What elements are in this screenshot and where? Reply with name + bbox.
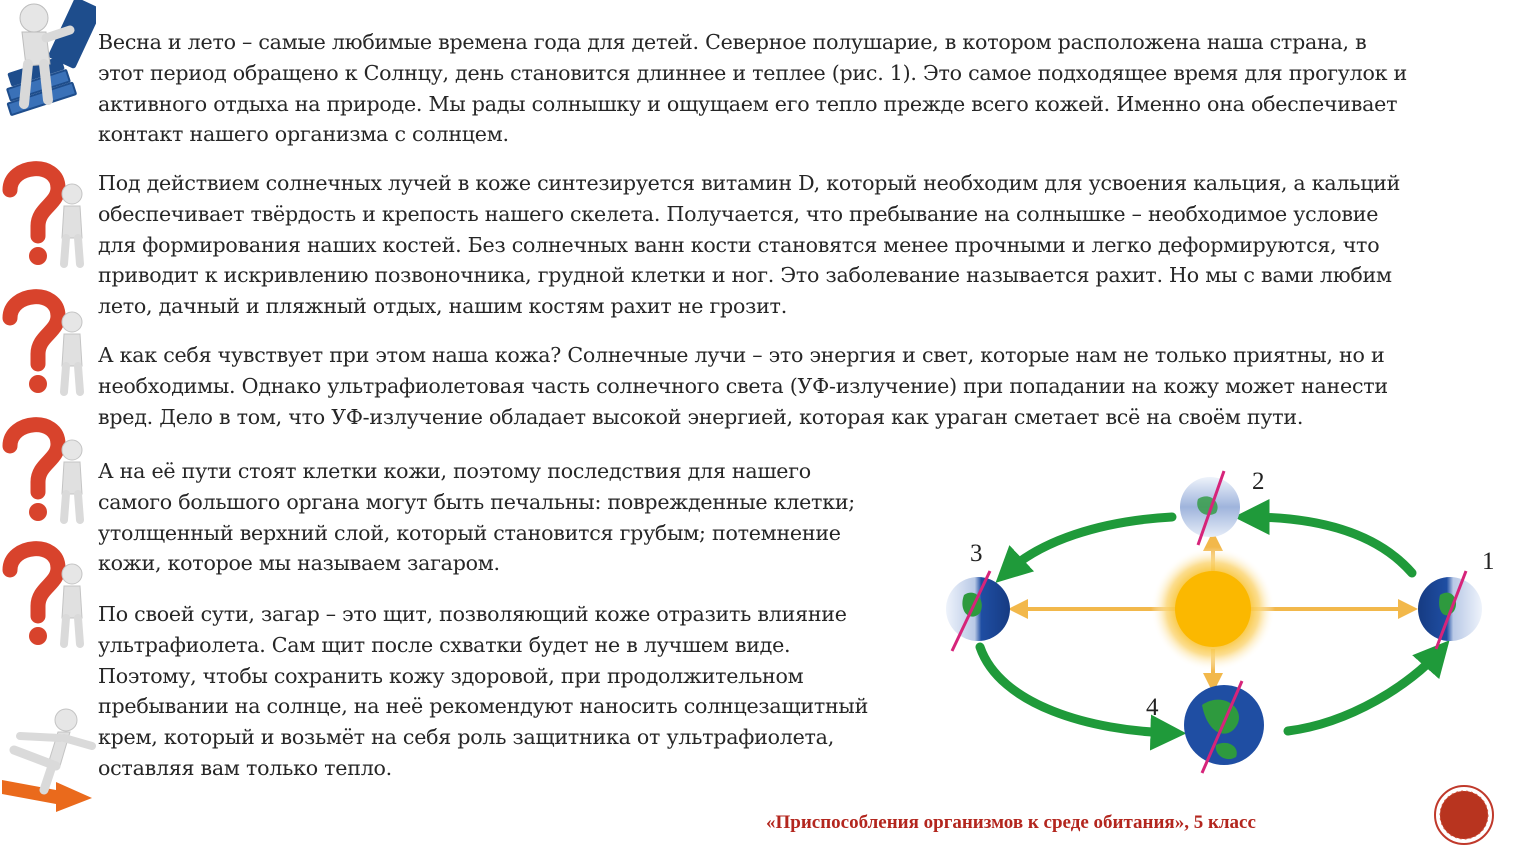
text-line: По своей сути, загар – это щит, позволяющий коже отразить влияние xyxy=(98,602,847,626)
paragraph-tan-shield xyxy=(98,599,868,784)
question-mark-person-icon xyxy=(0,416,92,526)
footer-title: «Приспособления организмов к среде обитания», 5 класс xyxy=(766,812,1256,833)
label-4: 4 xyxy=(1146,694,1159,721)
earth-position-2 xyxy=(1180,471,1240,545)
text-line: ультрафиолета. Сам щит после схватки будет не в лучшем виде. xyxy=(98,632,791,657)
circle-badge-icon xyxy=(1433,784,1495,846)
text-line: вред. Дело в том, что УФ-излучение обладает высокой энергией, которая как ураган сметает всё на своём пути. xyxy=(98,404,1304,429)
label-3: 3 xyxy=(970,540,983,567)
text-line: обеспечивает твёрдость и крепость нашего скелета. Получается, что пребывание на солнышке – необходимое условие xyxy=(98,201,1379,226)
text-line: оставляя вам только тепло. xyxy=(98,755,392,780)
text-line: пребывании на солнце, на неё рекомендуют наносить солнцезащитный xyxy=(98,694,869,719)
earth-position-4 xyxy=(1184,681,1264,773)
skater-person-icon xyxy=(0,706,96,816)
person-with-books-icon xyxy=(0,0,96,130)
question-mark-person-icon xyxy=(0,288,92,398)
text-line: крем, который и возьмёт на себя роль защитника от ультрафиолета, xyxy=(98,725,834,750)
earth-position-3 xyxy=(946,571,1010,651)
text-line: А на её пути стоят клетки кожи, поэтому последствия для нашего xyxy=(98,459,811,483)
sun-core xyxy=(1175,571,1251,647)
question-mark-person-icon xyxy=(0,540,92,650)
earth-orbit-diagram xyxy=(940,455,1520,785)
text-line: Весна и лето – самые любимые времена года для детей. Северное полушарие, в котором расположена наша страна, в xyxy=(98,30,1367,54)
orbit-arrow-2-to-3 xyxy=(1006,517,1172,573)
text-line: необходимы. Однако ультрафиолетовая часть солнечного света (УФ-излучение) при попадании на кожу может нанести xyxy=(98,373,1388,398)
text-line: этот период обращено к Солнцу, день становится длиннее и теплее (рис. 1). Это самое подходящее время для прогулок и xyxy=(98,60,1408,85)
orbit-arrow-1-to-2 xyxy=(1248,517,1412,573)
paragraph-spring-summer xyxy=(98,27,1407,150)
orbit-arrow-3-to-4 xyxy=(980,647,1172,733)
earth-position-1 xyxy=(1418,571,1482,649)
text-line: лето, дачный и пляжный отдых, нашим костям рахит не грозит. xyxy=(98,294,787,319)
text-line: активного отдыха на природе. Мы рады солнышку и ощущаем его тепло прежде всего кожей. Именно она обеспечивает xyxy=(98,91,1398,116)
orbit-arrow-4-to-1 xyxy=(1288,651,1440,731)
text-line: кожи, которое мы называем загаром. xyxy=(98,551,500,576)
label-2: 2 xyxy=(1252,468,1265,495)
text-line: утолщенный верхний слой, который становится грубым; потемнение xyxy=(98,520,841,545)
text-line: Поэтому, чтобы сохранить кожу здоровой, при продолжительном xyxy=(98,663,804,688)
label-1: 1 xyxy=(1482,548,1495,575)
text-line: Под действием солнечных лучей в коже синтезируется витамин D, который необходим для усвоения кальция, а кальций xyxy=(98,171,1401,195)
text-line: А как себя чувствует при этом наша кожа? Солнечные лучи – это энергия и свет, которые нам не только приятны, но и xyxy=(98,343,1385,367)
text-line: приводит к искривлению позвоночника, грудной клетки и ног. Это заболевание называется рахит. Но мы с вами любим xyxy=(98,263,1392,288)
paragraph-skin-damage xyxy=(98,456,855,579)
paragraph-vitamin-d xyxy=(98,168,1400,322)
paragraph-uv-radiation xyxy=(98,340,1388,432)
question-mark-person-icon xyxy=(0,160,92,270)
text-line: для формирования наших костей. Без солнечных ванн кости становятся менее прочными и легко деформируются, что xyxy=(98,232,1380,257)
text-line: контакт нашего организма с солнцем. xyxy=(98,122,509,147)
text-line: самого большого органа могут быть печальны: поврежденные клетки; xyxy=(98,489,855,514)
